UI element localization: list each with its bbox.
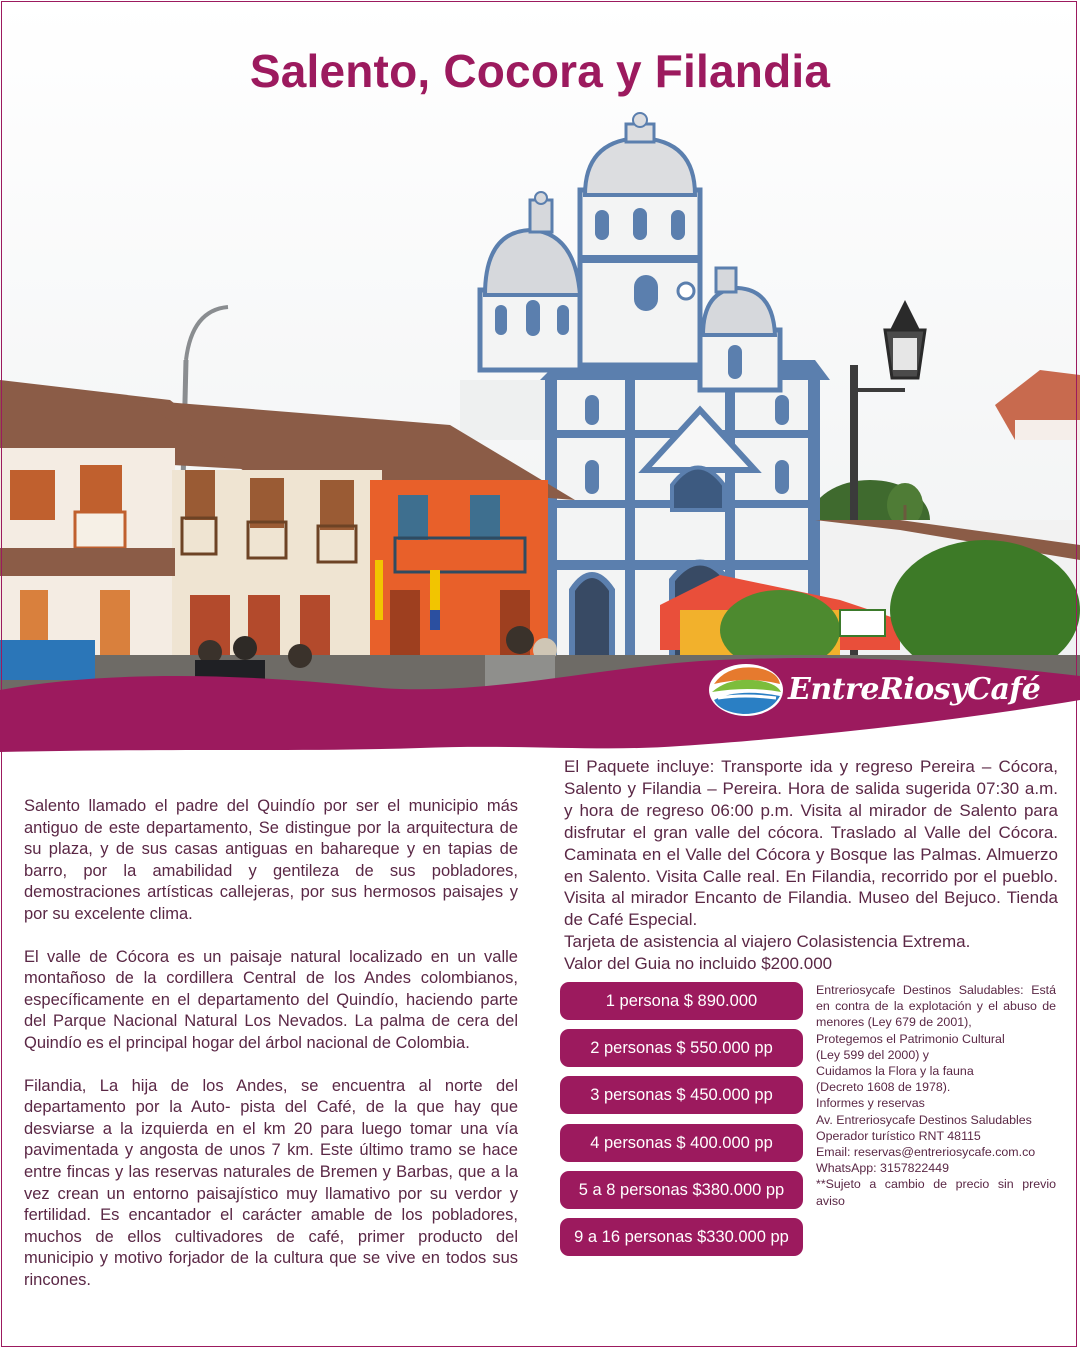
brand-logo-text: EntreRiosyCafé — [788, 672, 1041, 707]
price-button-5-to-8-persons[interactable]: 5 a 8 personas $380.000 pp — [560, 1171, 803, 1209]
filandia-paragraph: Filandia, La hija de los Andes, se encuentra al norte del departamento por la Auto- pista del Café, de la que hay que desviarse a la izquierda en el km 20 para luego tomar una vía pavimentada y angosta de unos 7 km. Este último tramo se hace entre fincas y las reservas naturales de Bremen y Barbas, que a la vez crean un entorno paisajístico muy llamativo por su verdor y fertilidad. Es encantador el carácter amable de los pobladores, muchos de ellos cultivadores de café, primer producto del municipio y motivo forjador de la cultura que se vive en todos sus rincones. — [24, 1076, 518, 1289]
price-button-4-persons[interactable]: 4 personas $ 400.000 pp — [560, 1124, 803, 1162]
info-line: Informes y reservas — [816, 1096, 925, 1111]
price-button-2-persons[interactable]: 2 personas $ 550.000 pp — [560, 1029, 803, 1067]
email-contact[interactable]: Email: reservas@entreriosycafe.com.co — [816, 1145, 1036, 1160]
company-info — [816, 982, 1056, 1209]
page-title: Salento, Cocora y Filandia — [249, 45, 831, 97]
price-button-9-to-16-persons[interactable]: 9 a 16 personas $330.000 pp — [560, 1218, 803, 1256]
price-button-1-person[interactable]: 1 persona $ 890.000 — [560, 982, 803, 1020]
info-line: Protegemos el Patrimonio Cultural — [816, 1031, 1005, 1046]
package-details — [564, 756, 1058, 975]
rnt-number: Operador turístico RNT 48115 — [816, 1128, 981, 1143]
info-line: Av. Entreriosycafe Destinos Saludables — [816, 1112, 1032, 1127]
salento-paragraph: Salento llamado el padre del Quindío por ser el municipio más antiguo de este departamento, Se distingue por la arquitectura de su plaza, y de sus casas antiguas en bahareque y en tapias de barro, por la amabilidad y gentileza de sus pobladores, demostraciones artísticas callejeras, por sus hermosos paisajes y por su excelente clima. — [24, 797, 518, 923]
price-disclaimer: **Sujeto a cambio de precio sin previo aviso — [816, 1177, 1056, 1208]
insurance-text: Tarjeta de asistencia al viajero Colasistencia Extrema. — [564, 932, 971, 952]
price-list — [560, 982, 803, 1265]
cocora-paragraph: El valle de Cócora es un paisaje natural localizado en un valle montañoso de la cordillera Central de los Andes colombianos, específicamente en el departamento del Quindío, haciendo parte del Parque Nacional Natural Los Nevados. La palma de cera del Quindío es el principal hogar del árbol nacional de Colombia. — [24, 947, 518, 1052]
package-includes-text: El Paquete incluye: Transporte ida y regreso Pereira – Cócora, Salento y Filandia – Pereira. Hora de salida sugerida 07:30 a.m. y hora de regreso 06:00 p.m. Visita al mirador de Salento para disfrutar el gran valle del cócora. Traslado al Valle del Cócora. Caminata en el Valle del Cócora y Bosque las Palmas. Almuerzo en Salento. Visita Calle real. En Filandia, recorrido por el pueblo. Visita al mirador Encanto de Filandia. Museo del Bejuco. Tienda de Café Especial. — [564, 757, 1058, 930]
description-column — [24, 796, 518, 1312]
info-line: (Decreto 1608 de 1978). — [816, 1080, 951, 1095]
price-button-3-persons[interactable]: 3 personas $ 450.000 pp — [560, 1076, 803, 1114]
guide-price-text: Valor del Guia no incluido $200.000 — [564, 954, 833, 974]
info-line: (Ley 599 del 2000) y — [816, 1047, 929, 1062]
info-line: Cuidamos la Flora y la fauna — [816, 1064, 974, 1079]
whatsapp-contact[interactable]: WhatsApp: 3157822449 — [816, 1161, 949, 1176]
policy-statement: Entreriosycafe Destinos Saludables: Está en contra de la explotación y el abuso de menores (Ley 679 de 2001), — [816, 983, 1056, 1030]
brand-logo-icon — [708, 662, 784, 718]
brand-logo — [708, 660, 1041, 720]
